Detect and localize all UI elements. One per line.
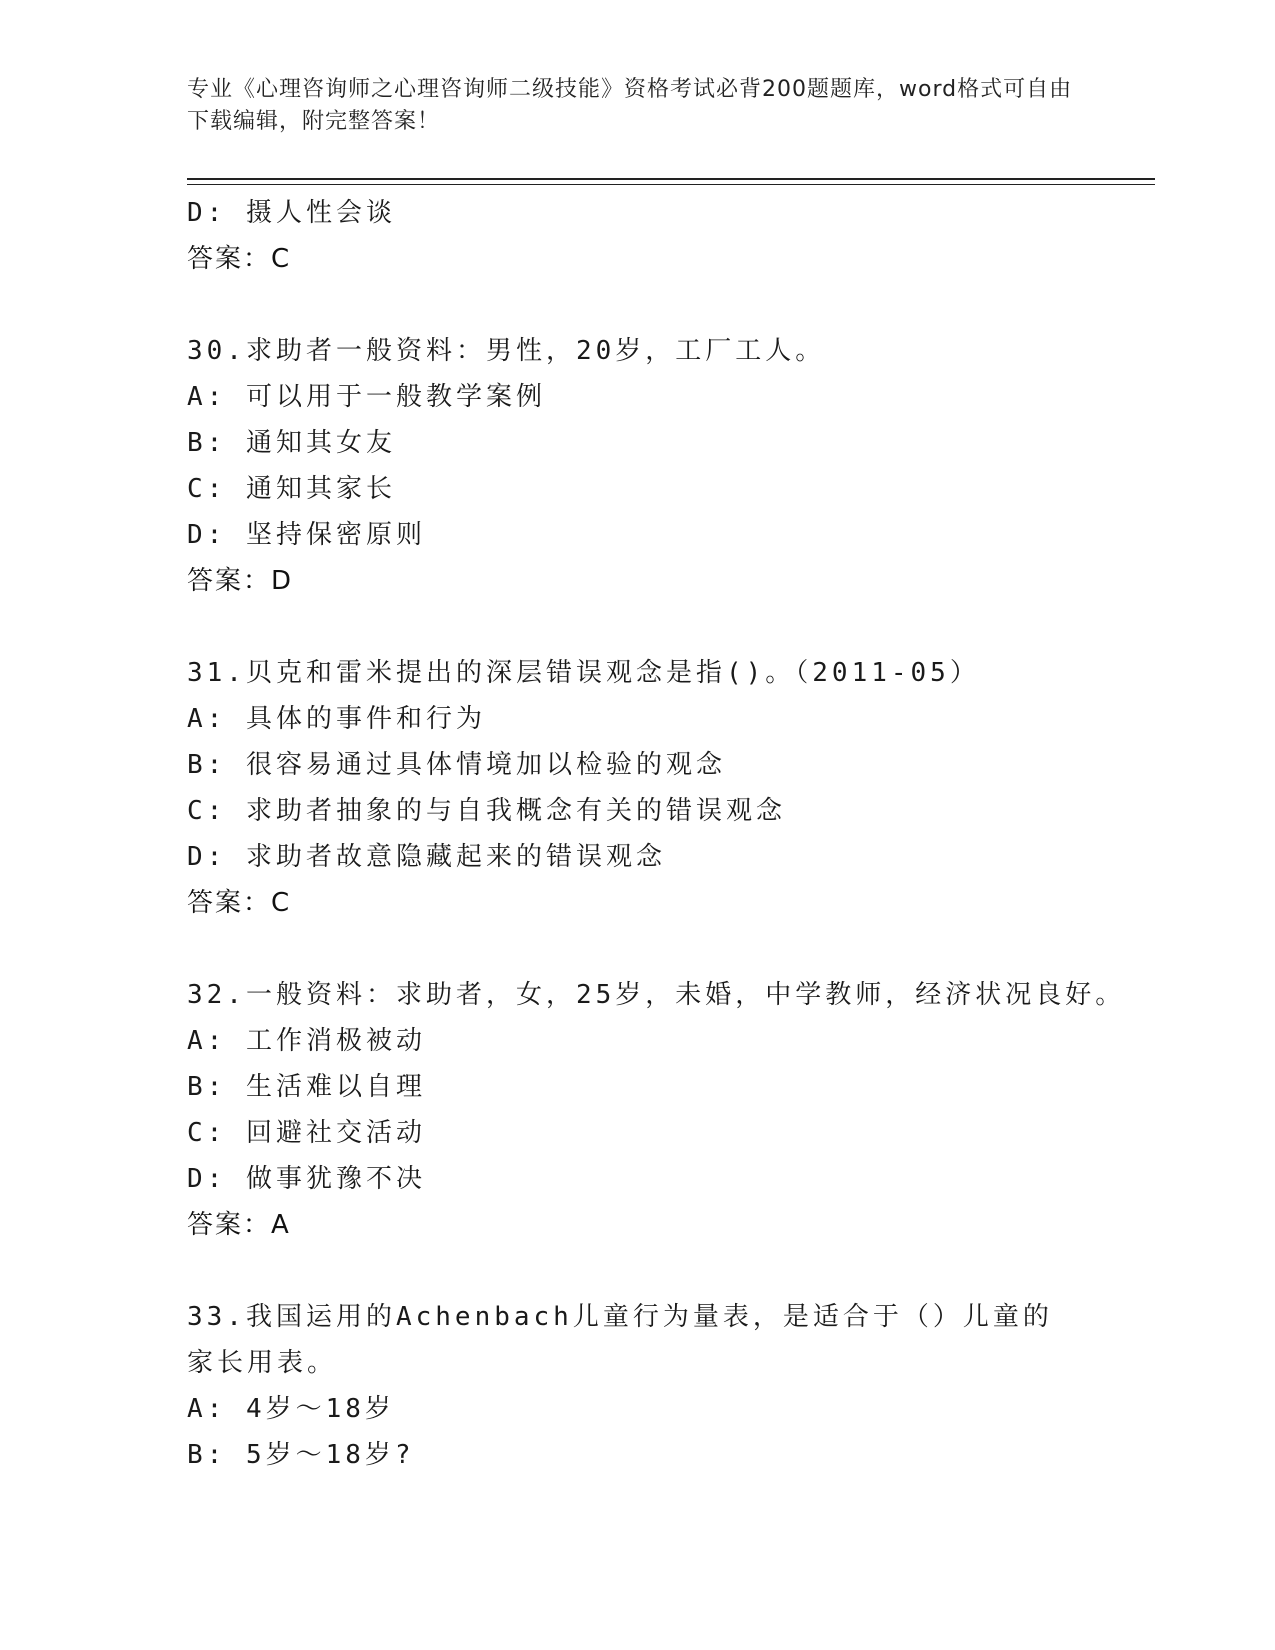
spacer — [187, 926, 1087, 972]
question-30-option-d: D: 坚持保密原则 — [187, 520, 426, 550]
question-32-option-c: C: 回避社交活动 — [187, 1118, 426, 1148]
question-30-option-c: C: 通知其家长 — [187, 474, 396, 504]
question-32-option-b: B: 生活难以自理 — [187, 1072, 426, 1102]
question-30-stem: 30.求助者一般资料：男性，20岁，工厂工人。 — [187, 336, 826, 366]
prev-answer: 答案：C — [187, 244, 292, 274]
question-32-option-a: A: 工作消极被动 — [187, 1026, 426, 1056]
question-31-option-c: C: 求助者抽象的与自我概念有关的错误观念 — [187, 796, 786, 826]
spacer — [187, 282, 1087, 328]
question-31-stem: 31.贝克和雷米提出的深层错误观念是指()。（2011-05） — [187, 658, 980, 688]
question-32-stem: 32.一般资料：求助者，女，25岁，未婚，中学教师，经济状况良好。 — [187, 980, 1126, 1010]
question-30-option-b: B: 通知其女友 — [187, 428, 396, 458]
question-33-option-b: B: 5岁～18岁? — [187, 1440, 415, 1470]
question-33-option-a: A: 4岁～18岁 — [187, 1394, 395, 1424]
prev-option-d: D: 摄人性会谈 — [187, 198, 396, 228]
spacer — [187, 1248, 1087, 1294]
document-header: 专业《心理咨询师之心理咨询师二级技能》资格考试必背200题题库，word格式可自由下载编辑，附完整答案！ — [187, 77, 1073, 134]
question-31-option-a: A: 具体的事件和行为 — [187, 704, 486, 734]
question-32-option-d: D: 做事犹豫不决 — [187, 1164, 426, 1194]
question-33-stem: 33.我国运用的Achenbach儿童行为量表，是适合于（）儿童的家长用表。 — [187, 1302, 1053, 1378]
header-divider-thin — [187, 184, 1155, 185]
question-content — [187, 190, 1126, 1478]
spacer — [187, 604, 1087, 650]
question-31-answer: 答案：C — [187, 888, 292, 918]
question-30-answer: 答案：D — [187, 566, 294, 596]
header-divider-thick — [187, 178, 1155, 180]
question-31-option-d: D: 求助者故意隐藏起来的错误观念 — [187, 842, 666, 872]
question-30-option-a: A: 可以用于一般教学案例 — [187, 382, 546, 412]
question-32-answer: 答案：A — [187, 1210, 291, 1240]
question-31-option-b: B: 很容易通过具体情境加以检验的观念 — [187, 750, 726, 780]
